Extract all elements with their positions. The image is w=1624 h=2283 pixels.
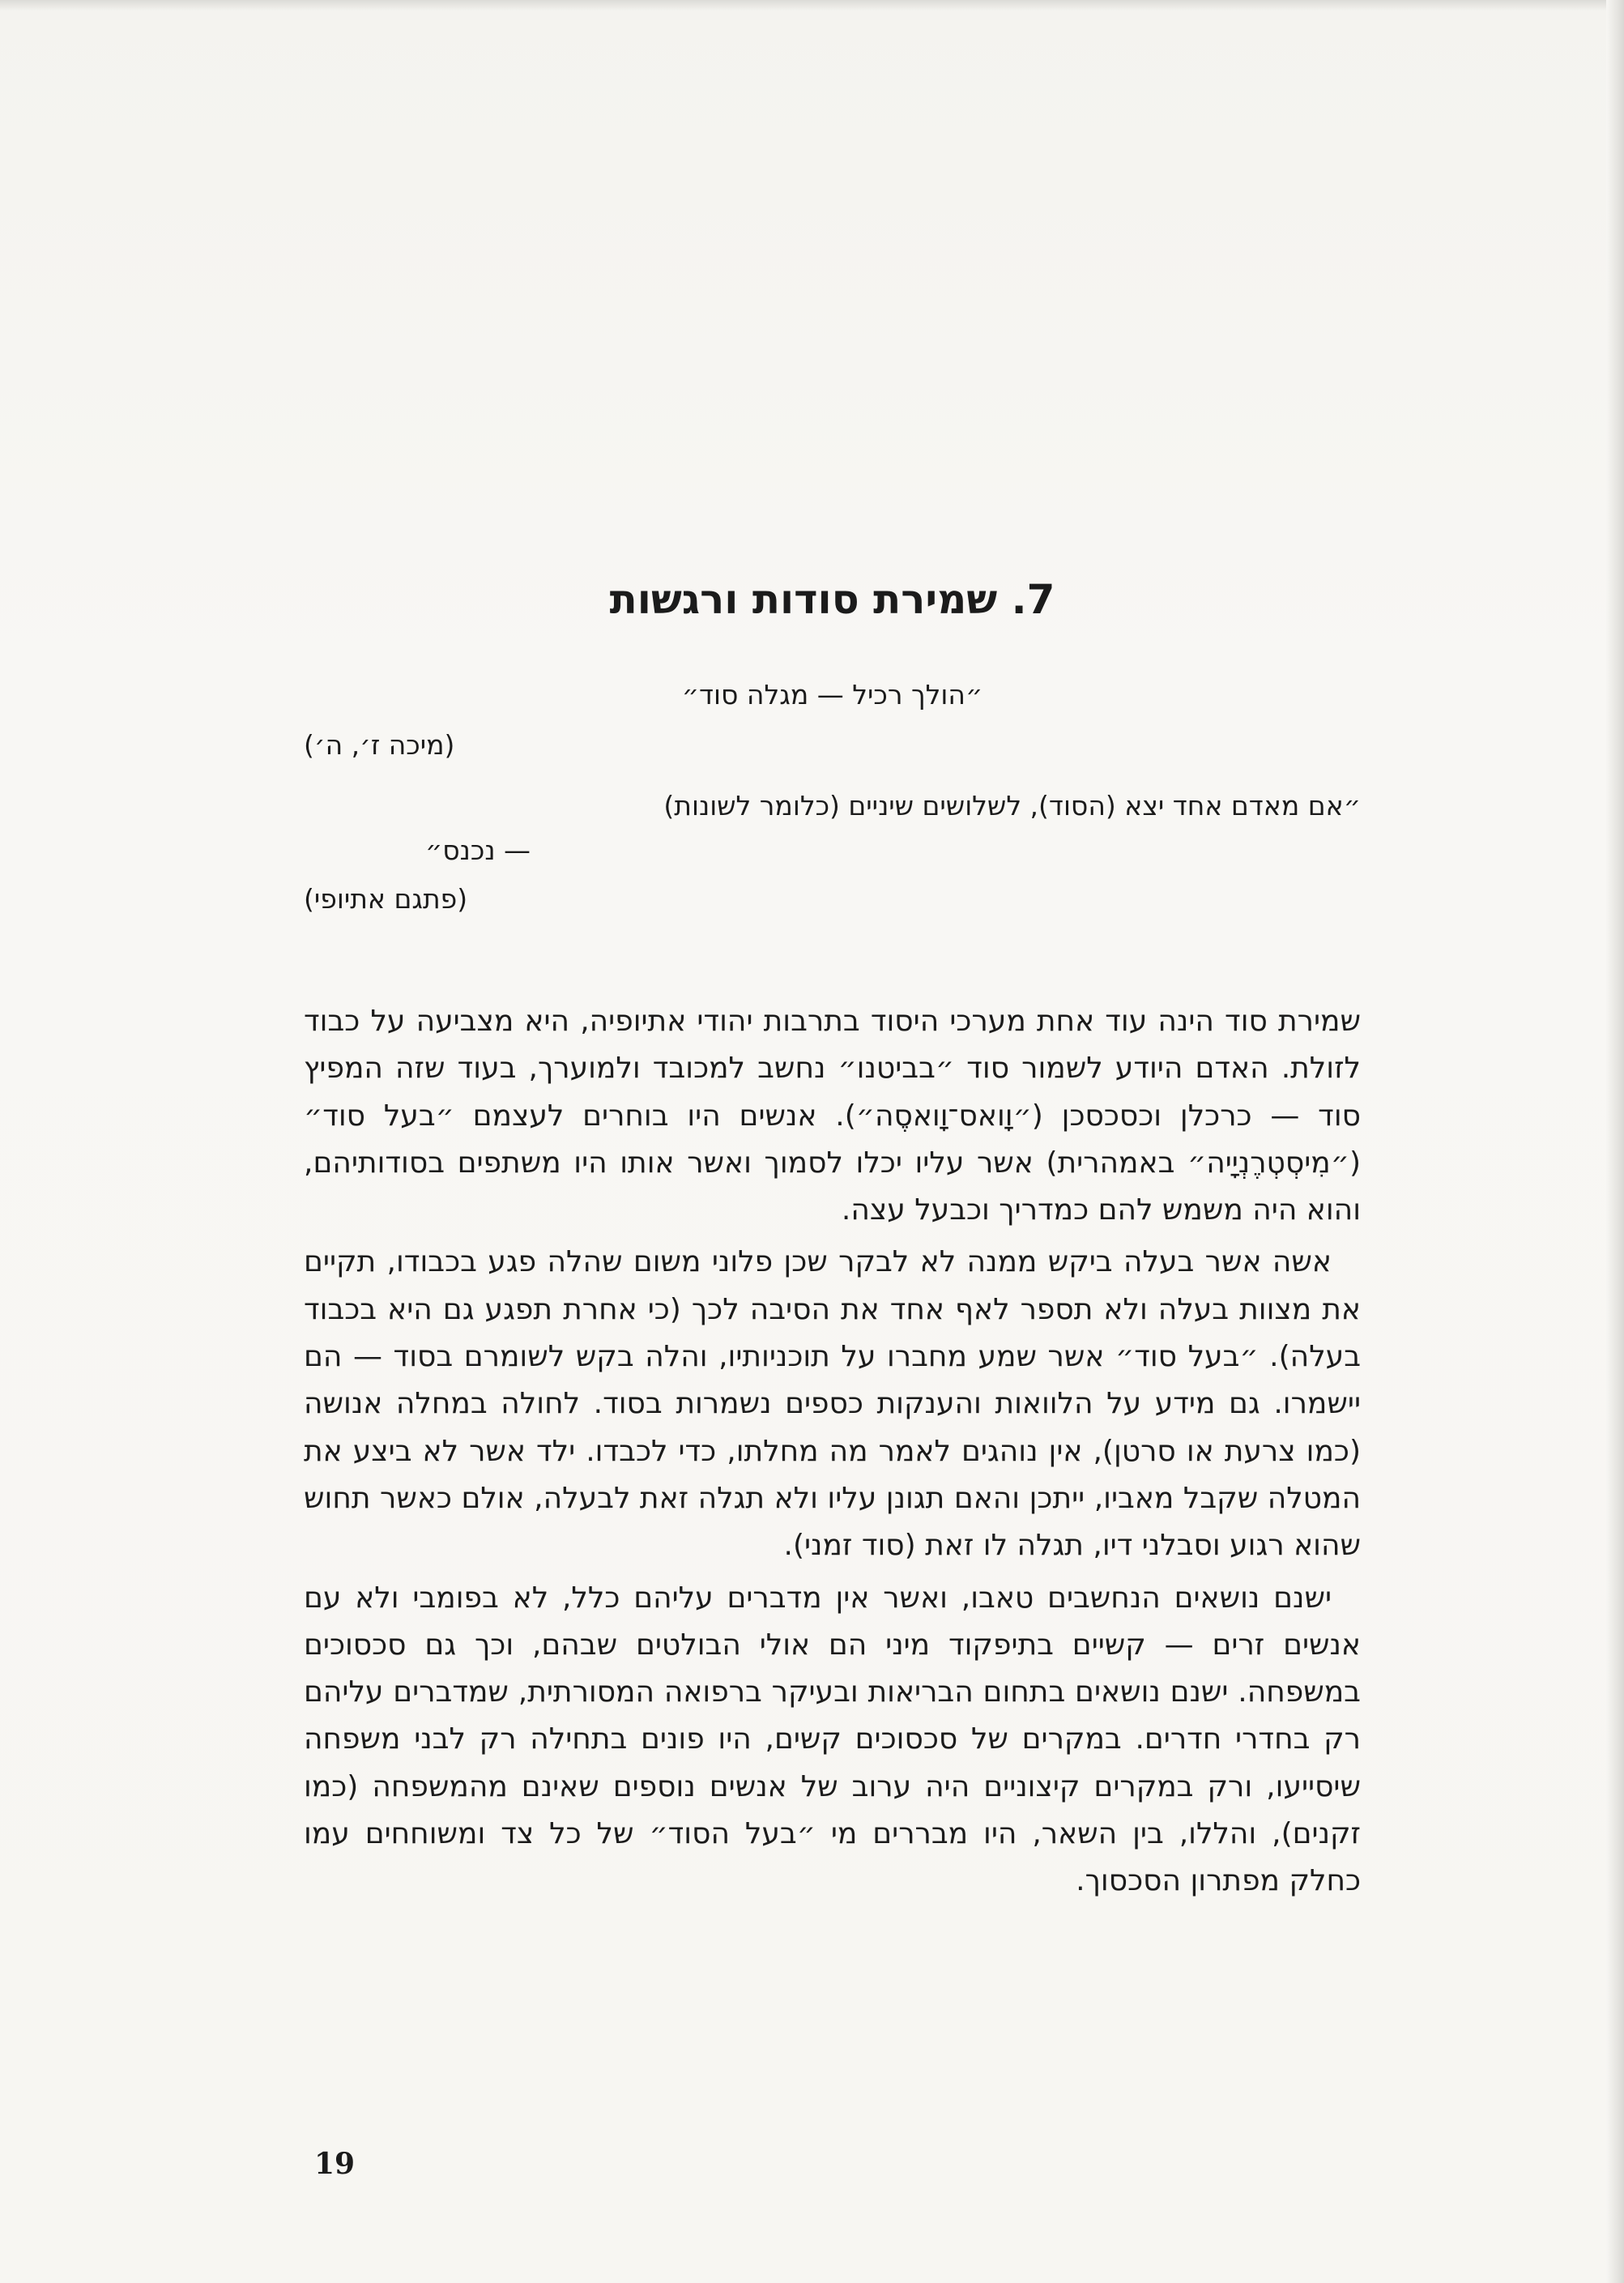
paragraph-2: אשה אשר בעלה ביקש ממנה לא לבקר שכן פלוני משום שהלה פגע בכבודו, תקיים את מצוות בעלה ולא תספר לאף אחד את הסיבה לכך (כי אחרת תפגע גם היא בכבוד בעלה). ״בעל סוד״ אשר שמע מחברו על תוכניותיו, והלה בקש לשומרם בסוד — הם יישמרו. גם מידע על הלוואות והענקות כספים נשמרות בסוד. לחולה במחלה אנושה (כמו צרעת או סרטן), אין נוהגים לאמר מה מחלתו, כדי לכבדו. ילד אשר לא ביצע את המטלה שקבל מאביו, ייתכן והאם תגונן עליו ולא תגלה זאת לבעלה, אולם כאשר תחוש שהוא רגוע וסבלני דיו, תגלה לו זאת (סוד זמני). xyxy=(304,1245,1361,1563)
chapter-title: 7. שמירת סודות ורגשות xyxy=(609,576,1055,623)
page-number: 19 xyxy=(314,2147,356,2181)
scan-top-edge xyxy=(0,0,1624,11)
body-text xyxy=(304,998,1361,1910)
epigraph-2-line-1: ״אם מאדם אחד יצא (הסוד), לשלושים שיניים (כלומר לשונות) xyxy=(663,790,1361,821)
epigraph-2-line-2: — נכנס״ xyxy=(425,834,531,866)
paragraph-1: שמירת סוד הינה עוד אחת מערכי היסוד בתרבות יהודי אתיופיה, היא מצביעה על כבוד לזולת. האדם היודע לשמור סוד ״בביטנו״ נחשב למכובד ולמוערך, בעוד שזה המפיץ סוד — כרכלן וכסכסכן (״וָואס־וָואסֶה״). אנשים היו בוחרים לעצמם ״בעל סוד״ (״מִיסְטְרֶנְיָיה״ באמהרית) אשר עליו יכלו לסמוך ואשר אותו היו משתפים בסודותיהם, והוא היה משמש להם כמדריך וכבעל עצה. xyxy=(304,1005,1361,1227)
epigraph-1-text: ״הולך רכיל — מגלה סוד״ xyxy=(681,679,983,711)
epigraph-2-source: (פתגם אתיופי) xyxy=(304,883,468,915)
epigraph-1-source: (מיכה ז׳, ה׳) xyxy=(304,729,455,761)
paragraph-3: ישנם נושאים הנחשבים טאבו, ואשר אין מדברים עליהם כלל, לא בפומבי ולא עם אנשים זרים — קשיים בתיפקוד מיני הם אולי הבולטים שבהם, וכך גם סכסוכים במשפחה. ישנם נושאים בתחום הבריאות ובעיקר ברפואה המסורתית, שמדברים עליהם רק בחדרי חדרים. במקרים של סכסוכים קשים, היו פונים בתחילה רק לבני משפחה שיסייעו, ורק במקרים קיצוניים היה ערוב של אנשים נוספים שאינם מהמשפחה (כמו זקנים), והללו, בין השאר, היו מבררים מי ״בעל הסוד״ של כל צד ומשוחחים עמו כחלק מפתרון הסכסוך. xyxy=(304,1581,1361,1898)
scan-right-edge xyxy=(1606,0,1624,2283)
